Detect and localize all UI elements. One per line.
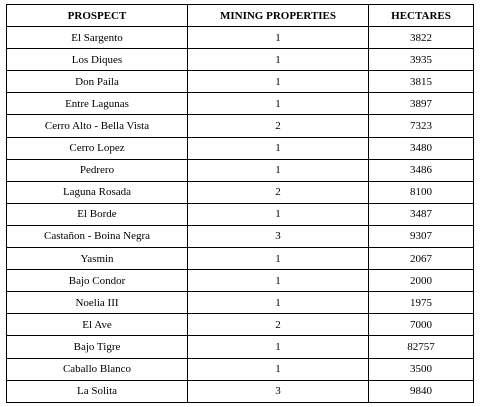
header-row	[7, 5, 474, 27]
mining-properties-cell: 1	[188, 93, 369, 115]
hectares-cell: 3486	[369, 159, 474, 181]
prospect-cell: El Borde	[7, 203, 188, 225]
table-row	[7, 137, 474, 159]
mining-properties-cell: 1	[188, 248, 369, 270]
table-row	[7, 292, 474, 314]
hectares-cell: 2067	[369, 248, 474, 270]
table-row	[7, 248, 474, 270]
prospect-cell: Bajo Condor	[7, 270, 188, 292]
mining-properties-cell: 1	[188, 358, 369, 380]
mining-properties-cell: 3	[188, 225, 369, 247]
table-row	[7, 270, 474, 292]
hectares-cell: 9840	[369, 380, 474, 402]
prospect-cell: Cerro Lopez	[7, 137, 188, 159]
table-row	[7, 27, 474, 49]
prospect-cell: Yasmin	[7, 248, 188, 270]
hectares-cell: 3935	[369, 49, 474, 71]
mining-properties-cell: 1	[188, 49, 369, 71]
header-hectares: HECTARES	[369, 5, 474, 27]
prospect-cell: Cerro Alto - Bella Vista	[7, 115, 188, 137]
table-row	[7, 314, 474, 336]
prospect-cell: Pedrero	[7, 159, 188, 181]
prospect-cell: Don Paila	[7, 71, 188, 93]
hectares-cell: 3815	[369, 71, 474, 93]
prospect-cell: Bajo Tigre	[7, 336, 188, 358]
mining-properties-cell: 1	[188, 137, 369, 159]
table-row	[7, 203, 474, 225]
table-row	[7, 115, 474, 137]
hectares-cell: 2000	[369, 270, 474, 292]
hectares-cell: 3480	[369, 137, 474, 159]
hectares-cell: 82757	[369, 336, 474, 358]
mining-properties-cell: 1	[188, 27, 369, 49]
mining-properties-cell: 3	[188, 380, 369, 402]
prospect-cell: El Ave	[7, 314, 188, 336]
mining-properties-cell: 1	[188, 71, 369, 93]
table-row	[7, 49, 474, 71]
mining-properties-cell: 2	[188, 115, 369, 137]
mining-properties-cell: 1	[188, 203, 369, 225]
mining-properties-cell: 1	[188, 159, 369, 181]
prospects-table	[6, 4, 474, 403]
prospect-cell: Noelia III	[7, 292, 188, 314]
table-row	[7, 71, 474, 93]
prospect-cell: La Solita	[7, 380, 188, 402]
mining-properties-cell: 1	[188, 336, 369, 358]
table-row	[7, 380, 474, 402]
hectares-cell: 7000	[369, 314, 474, 336]
hectares-cell: 3897	[369, 93, 474, 115]
table-row	[7, 159, 474, 181]
hectares-cell: 3822	[369, 27, 474, 49]
table-row	[7, 181, 474, 203]
mining-properties-cell: 1	[188, 292, 369, 314]
header-mining-properties: MINING PROPERTIES	[188, 5, 369, 27]
hectares-cell: 7323	[369, 115, 474, 137]
hectares-cell: 9307	[369, 225, 474, 247]
prospect-cell: Caballo Blanco	[7, 358, 188, 380]
table-row	[7, 358, 474, 380]
prospect-cell: Laguna Rosada	[7, 181, 188, 203]
prospect-cell: Los Diques	[7, 49, 188, 71]
table-row	[7, 336, 474, 358]
mining-properties-cell: 2	[188, 181, 369, 203]
hectares-cell: 3500	[369, 358, 474, 380]
prospect-cell: Castañon - Boina Negra	[7, 225, 188, 247]
header-prospect: PROSPECT	[7, 5, 188, 27]
table-body	[7, 27, 474, 403]
table-header	[7, 5, 474, 27]
prospect-cell: El Sargento	[7, 27, 188, 49]
table-row	[7, 225, 474, 247]
prospect-cell: Entre Lagunas	[7, 93, 188, 115]
hectares-cell: 1975	[369, 292, 474, 314]
mining-properties-cell: 1	[188, 270, 369, 292]
hectares-cell: 8100	[369, 181, 474, 203]
hectares-cell: 3487	[369, 203, 474, 225]
mining-properties-cell: 2	[188, 314, 369, 336]
table-row	[7, 93, 474, 115]
